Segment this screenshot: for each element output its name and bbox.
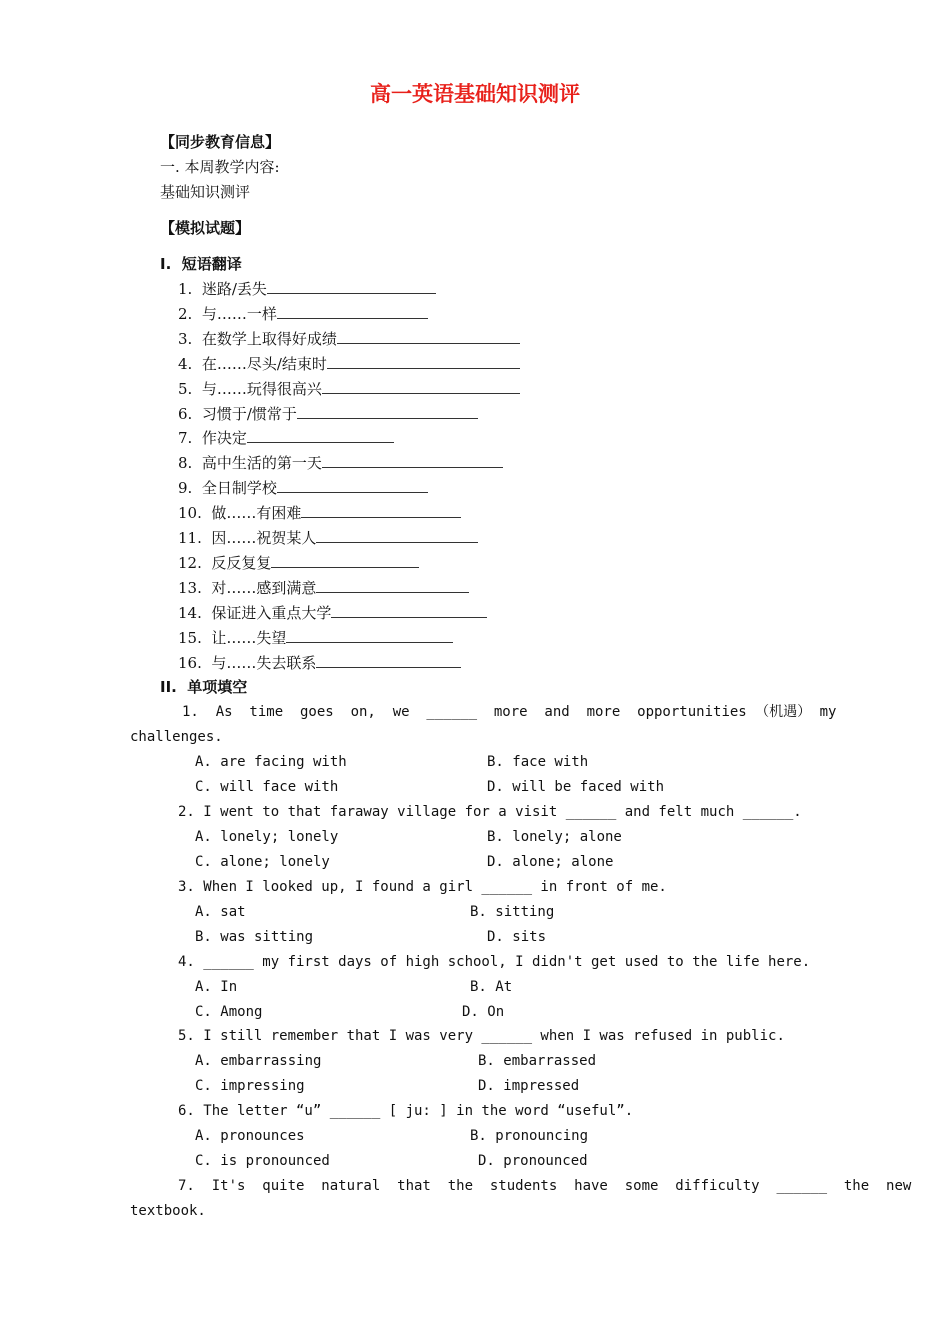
question-6-option-c: C. is pronounced <box>195 1153 330 1169</box>
mock-test-heading: 【模拟试题】 <box>160 219 251 237</box>
phrase-item-label: 6. 习惯于/惯常于 <box>178 405 297 423</box>
phrase-item <box>178 354 520 374</box>
question-7-text: 7. It's quite natural that the students have some difficulty ______ the new <box>178 1178 912 1194</box>
phrase-item <box>178 603 487 623</box>
answer-blank[interactable] <box>316 653 461 668</box>
phrase-item-label: 1. 迷路/丢失 <box>178 280 267 298</box>
answer-blank[interactable] <box>337 329 520 344</box>
teaching-content-value: 基础知识测评 <box>160 183 251 201</box>
page-title: 高一英语基础知识测评 <box>370 82 580 106</box>
question-4-option-b: B. At <box>470 979 513 995</box>
phrase-item <box>178 553 419 573</box>
phrase-item <box>178 628 453 648</box>
question-3-option-c: B. was sitting <box>195 929 314 945</box>
question-2-option-c: C. alone; lonely <box>195 854 330 870</box>
teaching-content-label: 一. 本周教学内容: <box>160 158 280 176</box>
answer-blank[interactable] <box>297 404 478 419</box>
question-6-option-b: B. pronouncing <box>470 1128 589 1144</box>
answer-blank[interactable] <box>331 603 487 618</box>
phrase-item-label: 9. 全日制学校 <box>178 479 277 497</box>
question-5-option-b: B. embarrassed <box>478 1053 597 1069</box>
phrase-item-label: 4. 在……尽头/结束时 <box>178 355 327 373</box>
answer-blank[interactable] <box>277 478 428 493</box>
question-6-text: 6. The letter “u” ______ [ ju: ] in the word “useful”. <box>178 1103 634 1119</box>
answer-blank[interactable] <box>271 553 419 568</box>
question-1-option-b: B. face with <box>487 754 589 770</box>
answer-blank[interactable] <box>316 578 469 593</box>
question-6-option-a: A. pronounces <box>195 1128 305 1144</box>
phrase-item-label: 2. 与……一样 <box>178 305 277 323</box>
answer-blank[interactable] <box>327 354 520 369</box>
answer-blank[interactable] <box>301 503 461 518</box>
question-3-text: 3. When I looked up, I found a girl ______ in front of me. <box>178 879 667 895</box>
answer-blank[interactable] <box>286 628 453 643</box>
question-7-text-cont: textbook. <box>130 1203 206 1219</box>
phrase-item <box>178 329 520 349</box>
question-4-option-a: A. In <box>195 979 238 995</box>
answer-blank[interactable] <box>316 528 478 543</box>
question-4-option-d: D. On <box>462 1004 505 1020</box>
phrase-item <box>178 379 520 399</box>
sync-info-heading: 【同步教育信息】 <box>160 133 281 151</box>
question-2-option-b: B. lonely; alone <box>487 829 622 845</box>
question-1-text-cont: challenges. <box>130 729 223 745</box>
section2-heading: II. 单项填空 <box>160 678 248 696</box>
phrase-item-label: 16. 与……失去联系 <box>178 654 317 672</box>
question-4-option-c: C. Among <box>195 1004 263 1020</box>
answer-blank[interactable] <box>277 304 428 319</box>
question-2-text: 2. I went to that faraway village for a visit ______ and felt much ______. <box>178 804 802 820</box>
phrase-item <box>178 528 478 548</box>
phrase-item-label: 14. 保证进入重点大学 <box>178 604 332 622</box>
question-5-option-c: C. impressing <box>195 1078 305 1094</box>
phrase-item <box>178 578 469 598</box>
question-1-text: 1. As time goes on, we ______ more and more opportunities （机遇） my <box>182 704 837 720</box>
question-5-text: 5. I still remember that I was very ______ when I was refused in public. <box>178 1028 785 1044</box>
phrase-item <box>178 428 394 448</box>
phrase-item-label: 12. 反反复复 <box>178 554 272 572</box>
phrase-item-label: 11. 因……祝贺某人 <box>178 529 317 547</box>
phrase-item <box>178 404 478 424</box>
answer-blank[interactable] <box>322 453 503 468</box>
phrase-item-label: 15. 让……失望 <box>178 629 287 647</box>
answer-blank[interactable] <box>247 428 394 443</box>
phrase-item <box>178 304 428 324</box>
question-5-option-d: D. impressed <box>478 1078 580 1094</box>
phrase-item <box>178 453 503 473</box>
question-2-option-a: A. lonely; lonely <box>195 829 339 845</box>
phrase-item-label: 7. 作决定 <box>178 429 247 447</box>
phrase-item-label: 3. 在数学上取得好成绩 <box>178 330 337 348</box>
phrase-item-label: 13. 对……感到满意 <box>178 579 317 597</box>
question-1-option-c: C. will face with <box>195 779 339 795</box>
question-3-option-d: D. sits <box>487 929 547 945</box>
phrase-item <box>178 279 436 299</box>
phrase-item <box>178 503 461 523</box>
phrase-item-label: 10. 做……有困难 <box>178 504 302 522</box>
answer-blank[interactable] <box>322 379 520 394</box>
answer-blank[interactable] <box>267 279 436 294</box>
question-3-option-a: A. sat <box>195 904 246 920</box>
phrase-item-label: 8. 高中生活的第一天 <box>178 454 322 472</box>
phrase-item <box>178 478 428 498</box>
question-5-option-a: A. embarrassing <box>195 1053 322 1069</box>
phrase-item-label: 5. 与……玩得很高兴 <box>178 380 322 398</box>
question-1-option-d: D. will be faced with <box>487 779 665 795</box>
phrase-item <box>178 653 461 673</box>
section1-heading: I. 短语翻译 <box>160 255 242 273</box>
question-4-text: 4. ______ my first days of high school, I didn't get used to the life here. <box>178 954 811 970</box>
question-3-option-b: B. sitting <box>470 904 555 920</box>
question-6-option-d: D. pronounced <box>478 1153 588 1169</box>
question-1-option-a: A. are facing with <box>195 754 347 770</box>
question-2-option-d: D. alone; alone <box>487 854 614 870</box>
